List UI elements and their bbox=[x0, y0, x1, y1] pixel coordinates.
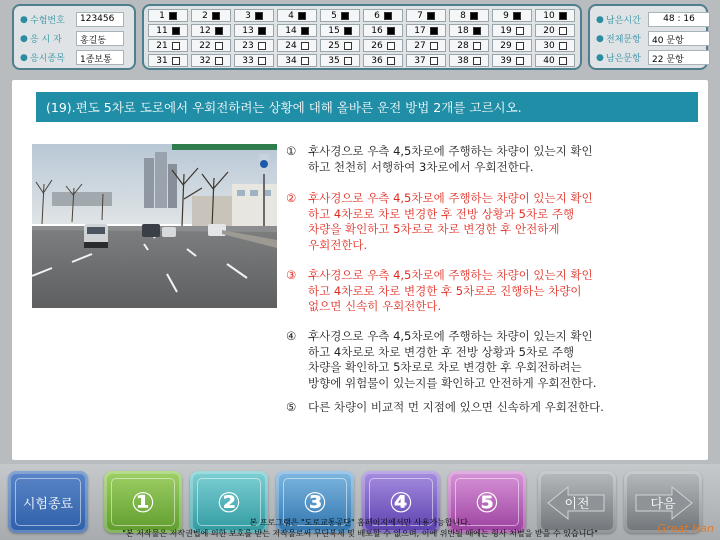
answer-cell[interactable] bbox=[363, 9, 403, 22]
answer-cell[interactable] bbox=[492, 39, 532, 52]
answer-cell[interactable] bbox=[320, 24, 360, 37]
empty-box-icon bbox=[301, 42, 309, 50]
answer-cell-number: 20 bbox=[543, 25, 555, 36]
answer-cell[interactable] bbox=[277, 54, 317, 67]
answered-box-icon bbox=[513, 12, 521, 20]
answer-cell-number: 11 bbox=[156, 25, 168, 36]
empty-box-icon bbox=[344, 42, 352, 50]
bullet-icon: ● bbox=[20, 52, 28, 63]
answer-cell-number: 9 bbox=[503, 10, 509, 21]
answer-cell[interactable] bbox=[277, 39, 317, 52]
prev-label: 이전 bbox=[564, 496, 590, 512]
empty-box-icon bbox=[559, 57, 567, 65]
answer-cell[interactable] bbox=[148, 24, 188, 37]
watermark: Great Han bbox=[657, 522, 714, 535]
answer-cell-number: 19 bbox=[500, 25, 512, 36]
option-3[interactable] bbox=[286, 268, 700, 315]
time-left-row bbox=[596, 11, 710, 28]
empty-box-icon bbox=[301, 57, 309, 65]
road-photo bbox=[32, 144, 277, 308]
answer-cell-number: 8 bbox=[460, 10, 466, 21]
next-label: 다음 bbox=[650, 496, 676, 512]
answer-cell[interactable] bbox=[277, 9, 317, 22]
candidate-number-row bbox=[20, 11, 124, 28]
answered-box-icon bbox=[172, 27, 180, 35]
answered-box-icon bbox=[301, 27, 309, 35]
answer-cell-number: 17 bbox=[414, 25, 426, 36]
answered-box-icon bbox=[212, 12, 220, 20]
answer-cell-number: 2 bbox=[202, 10, 208, 21]
answer-cell-number: 1 bbox=[159, 10, 165, 21]
answer-cell[interactable] bbox=[535, 54, 575, 67]
answer-cell-number: 3 bbox=[245, 10, 251, 21]
answer-cell[interactable] bbox=[449, 9, 489, 22]
answer-cell-number: 36 bbox=[371, 55, 383, 66]
answer-cell-number: 15 bbox=[328, 25, 340, 36]
answer-cell-number: 4 bbox=[288, 10, 294, 21]
answer-cell-number: 5 bbox=[331, 10, 337, 21]
total-questions-value: 40 문항 bbox=[648, 31, 710, 46]
empty-box-icon bbox=[516, 57, 524, 65]
answer-cell[interactable] bbox=[535, 24, 575, 37]
answer-cell-number: 7 bbox=[417, 10, 423, 21]
answer-cell-number: 33 bbox=[242, 55, 254, 66]
candidate-name-label: 응 시 자 bbox=[30, 35, 62, 45]
candidate-number-value: 123456 bbox=[76, 12, 124, 27]
answer-cell[interactable] bbox=[363, 54, 403, 67]
answer-cell[interactable] bbox=[191, 9, 231, 22]
exam-status-panel bbox=[588, 4, 708, 70]
option-4-number: ④ bbox=[286, 329, 297, 343]
answer-cell[interactable] bbox=[535, 39, 575, 52]
answered-box-icon bbox=[255, 12, 263, 20]
candidate-number-label: 수험번호 bbox=[30, 16, 65, 26]
question-title: (19).편도 5차로 도로에서 우회전하려는 상황에 대해 올바른 운전 방법 2개를 고르시오. bbox=[36, 92, 698, 122]
option-1[interactable] bbox=[286, 144, 700, 175]
answer-cell[interactable] bbox=[492, 9, 532, 22]
copyright-notice: "본 저작물은 저작권법에 의한 보호를 받는 저작물로써 무단복제 및 배포할 수 없으며, 이에 위반될 때에는 형사 처벌을 받을 수 있습니다" bbox=[122, 529, 598, 538]
answer-cell-number: 39 bbox=[500, 55, 512, 66]
option-4[interactable] bbox=[286, 329, 700, 391]
answer-cell-number: 12 bbox=[199, 25, 211, 36]
empty-box-icon bbox=[387, 57, 395, 65]
answer-cell-number: 26 bbox=[371, 40, 383, 51]
answer-cell[interactable] bbox=[492, 24, 532, 37]
answer-cell[interactable] bbox=[406, 39, 446, 52]
answer-cell[interactable] bbox=[277, 24, 317, 37]
option-5-text: 다른 차량이 비교적 먼 지점에 있으면 신속하게 우회전한다. bbox=[308, 400, 604, 414]
option-4-text: 후사경으로 우측 4,5차로에 주행하는 차량이 있는지 확인 하고 4차로로 차로 변경한 후 전방 상황과 5차로 주행 차량을 확인하고 5차로로 차로 변경한 후 우회전하려는 방향에 위험물이 있는지를 확인하고 안전하게 우회전한다. bbox=[308, 329, 597, 390]
option-1-number: ① bbox=[286, 144, 297, 158]
remaining-questions-value: 22 문항 bbox=[648, 50, 710, 65]
answered-box-icon bbox=[169, 12, 177, 20]
empty-box-icon bbox=[516, 42, 524, 50]
empty-box-icon bbox=[516, 27, 524, 35]
empty-box-icon bbox=[258, 42, 266, 50]
answer-cell[interactable] bbox=[449, 24, 489, 37]
bullet-icon: ● bbox=[20, 14, 28, 25]
answer-button-4-label: ④ bbox=[389, 485, 413, 519]
empty-box-icon bbox=[215, 42, 223, 50]
option-5[interactable] bbox=[286, 400, 700, 416]
bullet-icon: ● bbox=[20, 33, 28, 44]
empty-box-icon bbox=[172, 57, 180, 65]
answer-grid-panel bbox=[142, 4, 582, 70]
answer-cell-number: 25 bbox=[328, 40, 340, 51]
answer-cell-number: 22 bbox=[199, 40, 211, 51]
answer-button-5-label: ⑤ bbox=[475, 485, 499, 519]
road-scene-image bbox=[32, 144, 277, 308]
answer-cell-number: 16 bbox=[371, 25, 383, 36]
answer-cell-number: 10 bbox=[543, 10, 555, 21]
time-left-label: 남은시간 bbox=[606, 16, 641, 26]
answered-box-icon bbox=[298, 12, 306, 20]
exam-type-label: 응시종목 bbox=[30, 54, 65, 64]
exam-type-value: 1종보통 bbox=[76, 50, 124, 65]
answer-cell[interactable] bbox=[406, 24, 446, 37]
answer-cell[interactable] bbox=[234, 39, 274, 52]
option-3-text: 후사경으로 우측 4,5차로에 주행하는 차량이 있는지 확인 하고 4차로로 차로 변경한 후 5차로로 진행하는 차량이 없으면 신속히 우회전한다. bbox=[308, 268, 593, 313]
answer-cell[interactable] bbox=[449, 39, 489, 52]
empty-box-icon bbox=[387, 42, 395, 50]
answer-cell[interactable] bbox=[191, 39, 231, 52]
candidate-name-value: 홍길동 bbox=[76, 31, 124, 46]
answer-cell[interactable] bbox=[234, 9, 274, 22]
answer-cell[interactable] bbox=[535, 9, 575, 22]
answer-grid bbox=[148, 9, 575, 68]
bullet-icon: ● bbox=[596, 14, 604, 25]
answered-box-icon bbox=[559, 12, 567, 20]
answered-box-icon bbox=[258, 27, 266, 35]
empty-box-icon bbox=[430, 57, 438, 65]
answer-cell[interactable] bbox=[320, 39, 360, 52]
answered-box-icon bbox=[470, 12, 478, 20]
answer-cell[interactable] bbox=[191, 54, 231, 67]
answer-cell-number: 30 bbox=[543, 40, 555, 51]
empty-box-icon bbox=[559, 27, 567, 35]
answer-cell-number: 6 bbox=[374, 10, 380, 21]
option-1-text: 후사경으로 우측 4,5차로에 주행하는 차량이 있는지 확인 하고 천천히 서행하여 3차로에서 우회전한다. bbox=[308, 144, 593, 174]
answer-cell[interactable] bbox=[148, 54, 188, 67]
answer-cell-number: 28 bbox=[457, 40, 469, 51]
answered-box-icon bbox=[384, 12, 392, 20]
answer-cell-number: 34 bbox=[285, 55, 297, 66]
answer-cell-number: 27 bbox=[414, 40, 426, 51]
time-left-value: 48 : 16 bbox=[648, 12, 710, 27]
answer-cell[interactable] bbox=[449, 54, 489, 67]
answer-cell-number: 18 bbox=[457, 25, 469, 36]
option-2-number: ② bbox=[286, 191, 297, 205]
total-questions-row bbox=[596, 30, 710, 47]
answered-box-icon bbox=[427, 12, 435, 20]
empty-box-icon bbox=[344, 57, 352, 65]
answer-cell[interactable] bbox=[191, 24, 231, 37]
answer-cell-number: 31 bbox=[156, 55, 168, 66]
empty-box-icon bbox=[473, 42, 481, 50]
answer-button-2-label: ② bbox=[217, 485, 241, 519]
answered-box-icon bbox=[387, 27, 395, 35]
answer-cell[interactable] bbox=[148, 9, 188, 22]
bullet-icon: ● bbox=[596, 52, 604, 63]
bullet-icon: ● bbox=[596, 33, 604, 44]
answer-cell-number: 14 bbox=[285, 25, 297, 36]
answer-cell-number: 35 bbox=[328, 55, 340, 66]
bottom-toolbar bbox=[0, 464, 720, 540]
option-2-text: 후사경으로 우측 4,5차로에 주행하는 차량이 있는지 확인 하고 4차로로 차로 변경한 후 전방 상황과 5차로 주행 차량을 확인하고 5차로로 차로 변경한 후 안전하게 우회전한다. bbox=[308, 191, 593, 252]
answer-cell[interactable] bbox=[234, 54, 274, 67]
answered-box-icon bbox=[473, 27, 481, 35]
answered-box-icon bbox=[215, 27, 223, 35]
answer-cell[interactable] bbox=[148, 39, 188, 52]
empty-box-icon bbox=[258, 57, 266, 65]
empty-box-icon bbox=[430, 42, 438, 50]
answer-cell-number: 38 bbox=[457, 55, 469, 66]
option-5-number: ⑤ bbox=[286, 400, 297, 414]
answer-cell-number: 23 bbox=[242, 40, 254, 51]
answer-cell[interactable] bbox=[320, 9, 360, 22]
answer-cell[interactable] bbox=[234, 24, 274, 37]
candidate-name-row bbox=[20, 30, 124, 47]
answer-cell[interactable] bbox=[406, 9, 446, 22]
answer-cell[interactable] bbox=[406, 54, 446, 67]
answer-cell-number: 13 bbox=[242, 25, 254, 36]
answered-box-icon bbox=[341, 12, 349, 20]
option-3-number: ③ bbox=[286, 268, 297, 282]
exam-type-row bbox=[20, 49, 124, 66]
answer-button-3-label: ③ bbox=[303, 485, 327, 519]
empty-box-icon bbox=[215, 57, 223, 65]
footer-notice: 본 프로그램은 "도로교통공단" 홈페이지에서만 사용가능합니다. bbox=[249, 518, 471, 527]
answered-box-icon bbox=[430, 27, 438, 35]
empty-box-icon bbox=[559, 42, 567, 50]
answer-button-1-label: ① bbox=[131, 485, 155, 519]
answer-cell-number: 40 bbox=[543, 55, 555, 66]
answer-cell-number: 37 bbox=[414, 55, 426, 66]
answer-cell[interactable] bbox=[363, 39, 403, 52]
answer-cell[interactable] bbox=[492, 54, 532, 67]
empty-box-icon bbox=[172, 42, 180, 50]
answer-cell[interactable] bbox=[320, 54, 360, 67]
answer-cell-number: 32 bbox=[199, 55, 211, 66]
option-2[interactable] bbox=[286, 191, 700, 253]
answer-cell[interactable] bbox=[363, 24, 403, 37]
answer-cell-number: 24 bbox=[285, 40, 297, 51]
question-area bbox=[12, 80, 708, 460]
answered-box-icon bbox=[344, 27, 352, 35]
empty-box-icon bbox=[473, 57, 481, 65]
end-exam-label: 시험종료 bbox=[22, 496, 74, 512]
answer-cell-number: 21 bbox=[156, 40, 168, 51]
remaining-questions-label: 남은문항 bbox=[606, 54, 641, 64]
answer-cell-number: 29 bbox=[500, 40, 512, 51]
total-questions-label: 전체문항 bbox=[606, 35, 641, 45]
remaining-questions-row bbox=[596, 49, 710, 66]
candidate-info-panel bbox=[12, 4, 136, 70]
